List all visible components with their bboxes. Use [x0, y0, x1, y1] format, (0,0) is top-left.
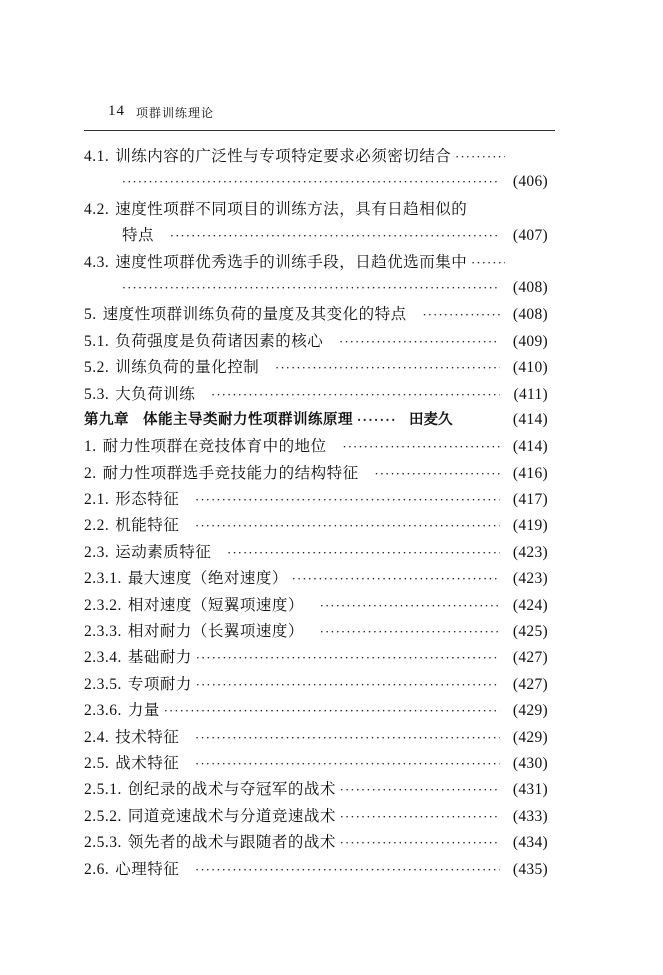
toc-entry	[84, 486, 548, 512]
toc-entry-title: 技术特征	[115, 727, 180, 746]
toc-leader	[275, 355, 500, 381]
toc-leader	[455, 144, 505, 170]
toc-leader	[340, 777, 500, 803]
running-book-title: 项群训练理论	[136, 106, 215, 120]
toc-entry-page: (416)	[512, 464, 548, 482]
toc-entry	[84, 592, 548, 618]
toc-entry-continuation	[84, 169, 548, 195]
toc-entry	[84, 143, 548, 169]
toc-leader	[195, 857, 500, 883]
toc-entry-number: 2.3.4.	[84, 649, 122, 667]
toc-entry-page: (427)	[512, 675, 548, 693]
toc-entry-number: 5.	[84, 306, 97, 324]
toc-entry-title: 相对耐力（长翼项速度）	[127, 622, 304, 641]
toc-entry-number: 5.1.	[84, 332, 110, 350]
toc-leader	[343, 434, 500, 460]
toc-entry-title: 训练负荷的量化控制	[115, 358, 260, 377]
toc-entry-page: (433)	[512, 807, 548, 825]
toc-entry-page: (417)	[512, 491, 548, 509]
toc-entry-page: (431)	[512, 781, 548, 799]
toc-entry-title: 心理特征	[115, 859, 180, 878]
toc-entry-number: 2.6.	[84, 860, 110, 878]
toc-entry-page: (408)	[512, 278, 548, 296]
toc-entry	[84, 196, 548, 222]
chapter-title: 体能主导类耐力性项群训练原理	[143, 411, 353, 428]
header-rule	[84, 130, 555, 131]
toc-leader	[357, 407, 397, 433]
toc-entry-page: (429)	[512, 702, 548, 720]
toc-leader	[196, 645, 500, 671]
toc-entry-title: 负荷强度是负荷诸因素的核心	[115, 331, 324, 350]
toc-leader	[211, 382, 500, 408]
toc-entry-number: 5.3.	[84, 385, 110, 403]
toc-entry-title: 同道竞速战术与分道竞速战术	[127, 806, 336, 825]
toc-leader	[195, 725, 500, 751]
toc-entry-title: 形态特征	[115, 490, 180, 509]
toc-entry-number: 2.3.6.	[84, 702, 122, 720]
toc-entry-page: (434)	[512, 834, 548, 852]
toc-entry-page: (410)	[512, 359, 548, 377]
toc-entry-title: 耐力性项群选手竞技能力的结构特征	[102, 463, 359, 482]
toc-leader	[340, 830, 500, 856]
toc-entry-title: 速度性项群不同项目的训练方法，具有日趋相似的	[115, 199, 468, 218]
toc-entry-number: 2.3.1.	[84, 570, 122, 588]
toc-entry-page: (419)	[512, 517, 548, 535]
toc-entry	[84, 618, 548, 644]
page-header	[108, 103, 558, 125]
toc-entry	[84, 328, 548, 354]
toc-leader	[320, 593, 500, 619]
toc-entry-page: (430)	[512, 754, 548, 772]
toc-entry-number: 4.3.	[84, 253, 110, 271]
toc-entry-number: 2.3.2.	[84, 596, 122, 614]
page-number: 14	[108, 103, 125, 119]
toc-entry-number: 4.1.	[84, 148, 110, 165]
chapter-author: 田麦久	[409, 411, 453, 428]
toc-entry	[84, 301, 548, 327]
toc-entry-number: 2.3.5.	[84, 675, 122, 693]
toc-entry-title: 速度性项群优秀选手的训练手段，日趋优选而集中	[115, 252, 468, 271]
toc-entry	[84, 539, 548, 565]
toc-entry-title: 基础耐力	[127, 648, 192, 667]
toc-entry-page: (414)	[512, 438, 548, 456]
toc-entry-number: 2.5.1.	[84, 781, 122, 799]
toc-entry	[84, 829, 548, 855]
toc-entry	[84, 354, 548, 380]
toc-entry-number: 2.	[84, 464, 97, 482]
toc-entry	[84, 776, 548, 802]
toc-entry-title: 领先者的战术与跟随者的战术	[127, 833, 336, 852]
toc-leader	[195, 751, 500, 777]
toc-entry	[84, 856, 548, 882]
toc-entry-continuation	[84, 222, 548, 248]
toc-leader	[122, 169, 500, 195]
toc-leader	[227, 540, 500, 566]
toc-entry-number: 4.2.	[84, 200, 110, 218]
toc-entry-number: 2.5.3.	[84, 834, 122, 852]
toc-entry	[84, 724, 548, 750]
toc-entry-title: 创纪录的战术与夺冠军的战术	[127, 780, 336, 799]
toc-entry-title: 耐力性项群在竞技体育中的地位	[102, 437, 327, 456]
toc-entry-page: (411)	[513, 385, 548, 403]
toc-leader	[340, 804, 500, 830]
toc-leader	[292, 566, 500, 592]
toc-entry-number: 2.2.	[84, 517, 110, 535]
toc-entry	[84, 381, 548, 407]
toc-entry	[84, 803, 548, 829]
toc-entry-number: 2.5.	[84, 754, 110, 772]
toc-entry	[84, 671, 548, 697]
toc-entry-title: 战术特征	[115, 753, 180, 772]
toc-entry-page: (435)	[512, 860, 548, 878]
toc-entry-page: (427)	[512, 649, 548, 667]
toc-entry-title: 速度性项群训练负荷的量度及其变化的特点	[102, 305, 407, 324]
toc-entry	[84, 433, 548, 459]
toc-chapter-entry	[84, 407, 548, 433]
toc-leader	[375, 461, 500, 487]
toc-entry-title: 相对速度（短翼项速度）	[127, 595, 304, 614]
toc-entry-continuation	[84, 275, 548, 301]
toc-entry-number: 2.3.	[84, 543, 110, 561]
toc-entry-page: (407)	[512, 227, 548, 245]
toc-entry	[84, 565, 548, 591]
toc-entry-page: (424)	[512, 596, 548, 614]
toc-entry-page: (429)	[512, 728, 548, 746]
toc-entry-page: (423)	[512, 543, 548, 561]
toc-entry-page: (425)	[512, 623, 548, 641]
toc-leader	[122, 275, 500, 301]
toc-entry-title: 大负荷训练	[115, 384, 196, 403]
toc-entry-title: 运动素质特征	[115, 542, 212, 561]
toc-leader	[471, 250, 505, 276]
toc-entry	[84, 512, 548, 538]
toc-leader	[423, 302, 500, 328]
toc-entry	[84, 750, 548, 776]
toc-leader	[195, 487, 500, 513]
toc-entry	[84, 644, 548, 670]
toc-entry-title: 特点	[122, 226, 155, 245]
toc-entry	[84, 697, 548, 723]
toc-leader	[195, 513, 500, 539]
toc-entry-number: 2.5.2.	[84, 807, 122, 825]
toc-entry-title: 力量	[127, 701, 160, 720]
toc-entry-title: 机能特征	[115, 516, 180, 535]
toc-entry-number: 2.4.	[84, 728, 110, 746]
toc-entry-title: 专项耐力	[127, 674, 192, 693]
toc-entry-page: (409)	[512, 332, 548, 350]
toc-entry-page: (406)	[512, 173, 548, 191]
toc-leader	[339, 329, 500, 355]
toc-entry	[84, 249, 548, 275]
toc-leader	[320, 619, 500, 645]
toc-entry	[84, 460, 548, 486]
toc-entry-number: 2.3.3.	[84, 623, 122, 641]
toc-entry-number: 1.	[84, 438, 97, 456]
table-of-contents	[84, 143, 548, 882]
toc-entry-page: (423)	[512, 570, 548, 588]
toc-entry-title: 训练内容的广泛性与专项特定要求必须密切结合	[115, 147, 452, 165]
toc-entry-number: 5.2.	[84, 359, 110, 377]
toc-leader	[170, 223, 500, 249]
toc-entry-title: 最大速度（绝对速度）	[127, 569, 288, 588]
toc-entry-number: 2.1.	[84, 491, 110, 509]
toc-entry-page: (414)	[512, 410, 548, 428]
toc-leader	[196, 672, 500, 698]
toc-leader	[164, 698, 500, 724]
chapter-number: 第九章	[84, 411, 129, 428]
toc-entry-page: (408)	[512, 306, 548, 324]
